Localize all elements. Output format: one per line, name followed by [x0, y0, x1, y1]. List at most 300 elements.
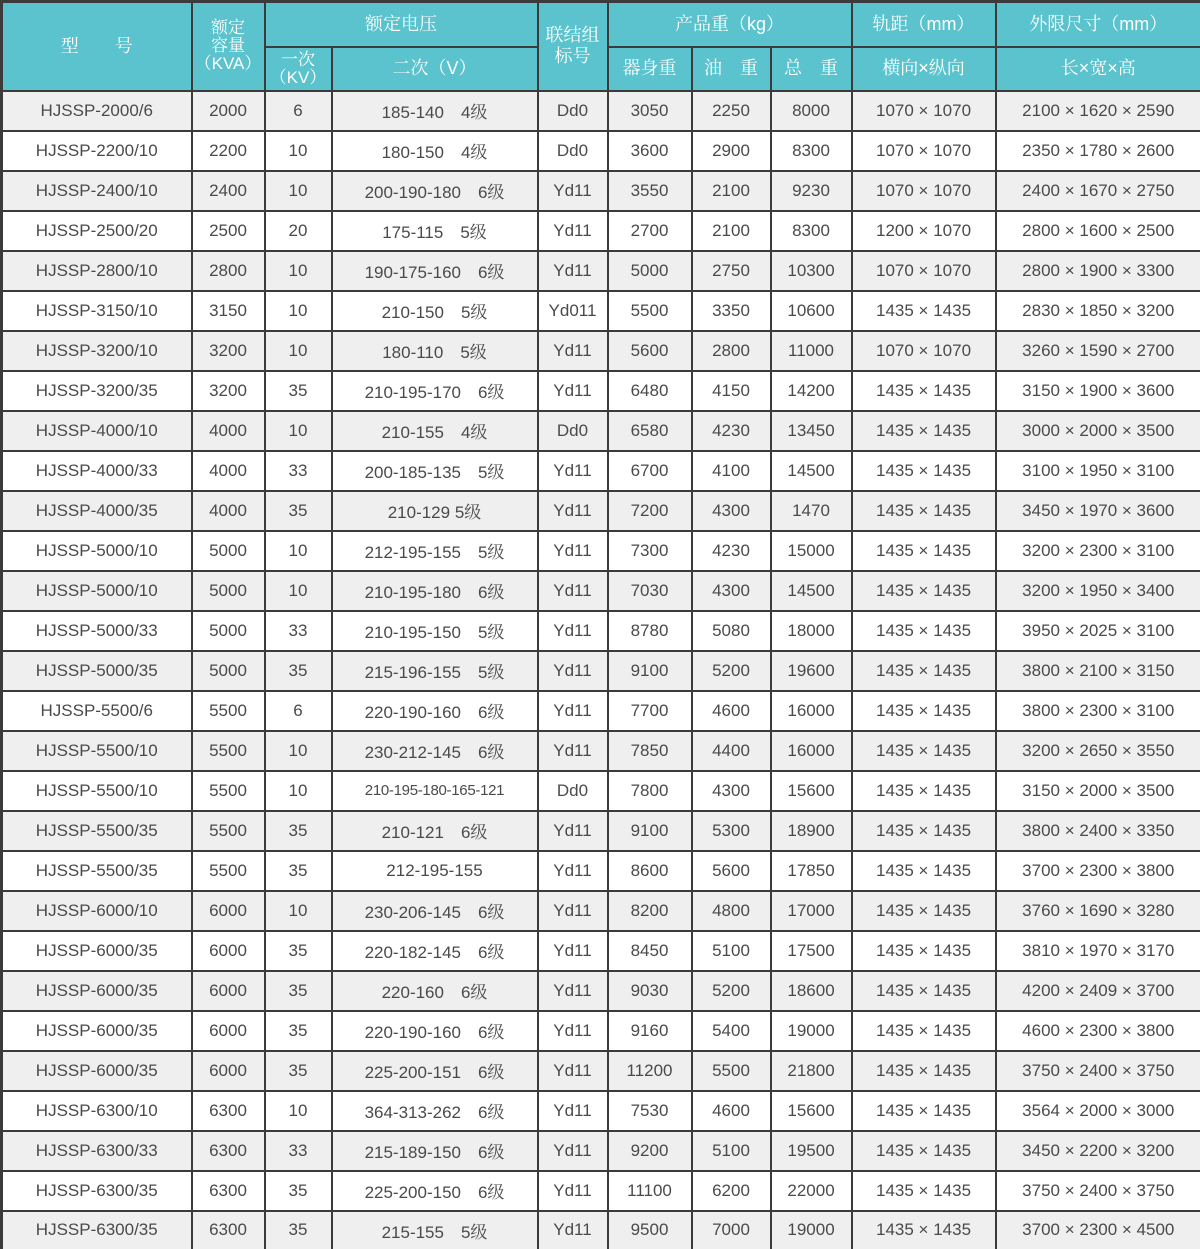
model-cell: HJSSP-6300/33: [2, 1131, 192, 1171]
connection-cell: Yd11: [538, 1211, 608, 1249]
header-primary-line2: （KV）: [269, 67, 327, 87]
outer-dimensions-cell: 3760 × 1690 × 3280: [996, 891, 1200, 931]
total-weight-cell: 19500: [771, 1131, 852, 1171]
rail-gauge-cell: 1200 × 1070: [852, 211, 996, 251]
secondary-voltage-cell: 220-190-160 6级: [332, 1011, 538, 1051]
rail-gauge-cell: 1435 × 1435: [852, 291, 996, 331]
primary-voltage-cell: 10: [265, 731, 332, 771]
rail-gauge-cell: 1070 × 1070: [852, 251, 996, 291]
secondary-voltage-cell: 225-200-150 6级: [332, 1171, 538, 1211]
total-weight-cell: 19600: [771, 651, 852, 691]
total-weight-cell: 8300: [771, 131, 852, 171]
secondary-voltage-cell: 215-189-150 6级: [332, 1131, 538, 1171]
rail-gauge-cell: 1435 × 1435: [852, 571, 996, 611]
secondary-voltage-cell: 230-212-145 6级: [332, 731, 538, 771]
primary-voltage-cell: 10: [265, 1091, 332, 1131]
capacity-cell: 6000: [192, 1011, 265, 1051]
connection-cell: Yd11: [538, 971, 608, 1011]
table-row: [2, 451, 1200, 491]
capacity-cell: 5000: [192, 531, 265, 571]
body-weight-cell: 7300: [608, 531, 692, 571]
header-dimensions-group: 外限尺寸（mm）: [996, 2, 1200, 47]
primary-voltage-cell: 10: [265, 771, 332, 811]
oil-weight-cell: 5500: [692, 1051, 771, 1091]
body-weight-cell: 3600: [608, 131, 692, 171]
secondary-voltage-cell: 210-195-180 6级: [332, 571, 538, 611]
body-weight-cell: 11200: [608, 1051, 692, 1091]
outer-dimensions-cell: 3800 × 2100 × 3150: [996, 651, 1200, 691]
total-weight-cell: 17500: [771, 931, 852, 971]
primary-voltage-cell: 35: [265, 931, 332, 971]
secondary-voltage-cell: 364-313-262 6级: [332, 1091, 538, 1131]
rail-gauge-cell: 1435 × 1435: [852, 691, 996, 731]
rail-gauge-cell: 1435 × 1435: [852, 1091, 996, 1131]
body-weight-cell: 3550: [608, 171, 692, 211]
capacity-cell: 5500: [192, 811, 265, 851]
model-cell: HJSSP-2000/6: [2, 91, 192, 131]
primary-voltage-cell: 10: [265, 331, 332, 371]
rail-gauge-cell: 1435 × 1435: [852, 531, 996, 571]
table-row: [2, 291, 1200, 331]
body-weight-cell: 2700: [608, 211, 692, 251]
table-row: [2, 1211, 1200, 1249]
capacity-cell: 2000: [192, 91, 265, 131]
total-weight-cell: 11000: [771, 331, 852, 371]
connection-cell: Yd11: [538, 651, 608, 691]
oil-weight-cell: 2800: [692, 331, 771, 371]
secondary-voltage-cell: 220-160 6级: [332, 971, 538, 1011]
table-row: [2, 971, 1200, 1011]
body-weight-cell: 5500: [608, 291, 692, 331]
oil-weight-cell: 4300: [692, 771, 771, 811]
body-weight-cell: 3050: [608, 91, 692, 131]
total-weight-cell: 10300: [771, 251, 852, 291]
total-weight-cell: 1470: [771, 491, 852, 531]
outer-dimensions-cell: 3700 × 2300 × 4500: [996, 1211, 1200, 1249]
oil-weight-cell: 5200: [692, 971, 771, 1011]
table-row: [2, 331, 1200, 371]
oil-weight-cell: 2750: [692, 251, 771, 291]
total-weight-cell: 17850: [771, 851, 852, 891]
oil-weight-cell: 4300: [692, 571, 771, 611]
primary-voltage-cell: 35: [265, 371, 332, 411]
table-row: [2, 651, 1200, 691]
rail-gauge-cell: 1435 × 1435: [852, 851, 996, 891]
capacity-cell: 5500: [192, 691, 265, 731]
body-weight-cell: 8600: [608, 851, 692, 891]
table-row: [2, 851, 1200, 891]
capacity-cell: 6000: [192, 1051, 265, 1091]
connection-cell: Yd11: [538, 1011, 608, 1051]
secondary-voltage-cell: 215-155 5级: [332, 1211, 538, 1249]
oil-weight-cell: 5600: [692, 851, 771, 891]
oil-weight-cell: 4230: [692, 411, 771, 451]
primary-voltage-cell: 35: [265, 1211, 332, 1249]
header-gauge-group: 轨距（mm）: [852, 2, 996, 47]
table-row: [2, 1051, 1200, 1091]
model-cell: HJSSP-3150/10: [2, 291, 192, 331]
outer-dimensions-cell: 3100 × 1950 × 3100: [996, 451, 1200, 491]
connection-cell: Yd11: [538, 1091, 608, 1131]
oil-weight-cell: 5300: [692, 811, 771, 851]
body-weight-cell: 6700: [608, 451, 692, 491]
header-capacity-line3: （KVA）: [194, 54, 262, 74]
secondary-voltage-cell: 220-182-145 6级: [332, 931, 538, 971]
connection-cell: Yd11: [538, 851, 608, 891]
oil-weight-cell: 5200: [692, 651, 771, 691]
oil-weight-cell: 4230: [692, 531, 771, 571]
model-cell: HJSSP-2200/10: [2, 131, 192, 171]
table-row: [2, 611, 1200, 651]
model-cell: HJSSP-4000/10: [2, 411, 192, 451]
total-weight-cell: 18600: [771, 971, 852, 1011]
total-weight-cell: 14500: [771, 571, 852, 611]
secondary-voltage-cell: 225-200-151 6级: [332, 1051, 538, 1091]
primary-voltage-cell: 10: [265, 531, 332, 571]
secondary-voltage-cell: 180-150 4级: [332, 131, 538, 171]
outer-dimensions-cell: 4200 × 2409 × 3700: [996, 971, 1200, 1011]
body-weight-cell: 5600: [608, 331, 692, 371]
header-connection-line1: 联结组: [545, 25, 600, 46]
table-row: [2, 891, 1200, 931]
model-cell: HJSSP-3200/10: [2, 331, 192, 371]
secondary-voltage-cell: 175-115 5级: [332, 211, 538, 251]
primary-voltage-cell: 10: [265, 251, 332, 291]
model-cell: HJSSP-2800/10: [2, 251, 192, 291]
rail-gauge-cell: 1435 × 1435: [852, 771, 996, 811]
header-body-weight: 器身重: [608, 47, 692, 91]
body-weight-cell: 9200: [608, 1131, 692, 1171]
header-voltage-group: 额定电压: [265, 2, 538, 47]
capacity-cell: 3200: [192, 331, 265, 371]
primary-voltage-cell: 10: [265, 411, 332, 451]
primary-voltage-cell: 35: [265, 1171, 332, 1211]
outer-dimensions-cell: 3260 × 1590 × 2700: [996, 331, 1200, 371]
connection-cell: Yd11: [538, 171, 608, 211]
header-primary-voltage: [265, 47, 332, 91]
table-row: [2, 131, 1200, 171]
rail-gauge-cell: 1070 × 1070: [852, 91, 996, 131]
body-weight-cell: 8200: [608, 891, 692, 931]
secondary-voltage-cell: 210-195-180-165-121: [332, 771, 538, 811]
oil-weight-cell: 5400: [692, 1011, 771, 1051]
oil-weight-cell: 2100: [692, 211, 771, 251]
capacity-cell: 6300: [192, 1091, 265, 1131]
rail-gauge-cell: 1435 × 1435: [852, 371, 996, 411]
oil-weight-cell: 4100: [692, 451, 771, 491]
header-primary-line1: 一次: [281, 49, 315, 69]
table-row: [2, 531, 1200, 571]
model-cell: HJSSP-3200/35: [2, 371, 192, 411]
model-cell: HJSSP-6000/35: [2, 1051, 192, 1091]
connection-cell: Yd11: [538, 1131, 608, 1171]
body-weight-cell: 9100: [608, 651, 692, 691]
primary-voltage-cell: 35: [265, 811, 332, 851]
capacity-cell: 2800: [192, 251, 265, 291]
capacity-cell: 6300: [192, 1171, 265, 1211]
table-row: [2, 771, 1200, 811]
body-weight-cell: 8780: [608, 611, 692, 651]
header-capacity-line1: 额定: [211, 18, 245, 38]
primary-voltage-cell: 10: [265, 571, 332, 611]
connection-cell: Yd11: [538, 1171, 608, 1211]
outer-dimensions-cell: 3750 × 2400 × 3750: [996, 1171, 1200, 1211]
connection-cell: Yd011: [538, 291, 608, 331]
table-row: [2, 251, 1200, 291]
rail-gauge-cell: 1435 × 1435: [852, 651, 996, 691]
capacity-cell: 2500: [192, 211, 265, 251]
rail-gauge-cell: 1435 × 1435: [852, 731, 996, 771]
secondary-voltage-cell: 210-150 5级: [332, 291, 538, 331]
connection-cell: Yd11: [538, 531, 608, 571]
oil-weight-cell: 4800: [692, 891, 771, 931]
connection-cell: Yd11: [538, 371, 608, 411]
model-cell: HJSSP-5000/10: [2, 531, 192, 571]
rail-gauge-cell: 1435 × 1435: [852, 811, 996, 851]
rail-gauge-cell: 1435 × 1435: [852, 971, 996, 1011]
header-gauge-sub: 横向×纵向: [852, 47, 996, 91]
primary-voltage-cell: 35: [265, 491, 332, 531]
total-weight-cell: 13450: [771, 411, 852, 451]
rail-gauge-cell: 1070 × 1070: [852, 171, 996, 211]
capacity-cell: 6300: [192, 1131, 265, 1171]
connection-cell: Yd11: [538, 691, 608, 731]
body-weight-cell: 7700: [608, 691, 692, 731]
outer-dimensions-cell: 3800 × 2300 × 3100: [996, 691, 1200, 731]
outer-dimensions-cell: 3800 × 2400 × 3350: [996, 811, 1200, 851]
rail-gauge-cell: 1070 × 1070: [852, 331, 996, 371]
model-cell: HJSSP-2400/10: [2, 171, 192, 211]
outer-dimensions-cell: 2800 × 1600 × 2500: [996, 211, 1200, 251]
table-row: [2, 371, 1200, 411]
capacity-cell: 4000: [192, 411, 265, 451]
table-row: [2, 211, 1200, 251]
body-weight-cell: 9030: [608, 971, 692, 1011]
secondary-voltage-cell: 210-155 4级: [332, 411, 538, 451]
rail-gauge-cell: 1435 × 1435: [852, 1011, 996, 1051]
total-weight-cell: 18900: [771, 811, 852, 851]
oil-weight-cell: 2250: [692, 91, 771, 131]
connection-cell: Yd11: [538, 251, 608, 291]
connection-cell: Yd11: [538, 931, 608, 971]
primary-voltage-cell: 20: [265, 211, 332, 251]
header-dimensions-sub: 长×宽×高: [996, 47, 1200, 91]
header-total-weight: 总 重: [771, 47, 852, 91]
table-row: [2, 1091, 1200, 1131]
secondary-voltage-cell: 230-206-145 6级: [332, 891, 538, 931]
outer-dimensions-cell: 3750 × 2400 × 3750: [996, 1051, 1200, 1091]
table-row: [2, 411, 1200, 451]
capacity-cell: 6000: [192, 971, 265, 1011]
capacity-cell: 5500: [192, 771, 265, 811]
primary-voltage-cell: 35: [265, 1051, 332, 1091]
body-weight-cell: 7200: [608, 491, 692, 531]
model-cell: HJSSP-5500/35: [2, 811, 192, 851]
connection-cell: Yd11: [538, 811, 608, 851]
model-cell: HJSSP-6000/10: [2, 891, 192, 931]
secondary-voltage-cell: 212-195-155 5级: [332, 531, 538, 571]
rail-gauge-cell: 1070 × 1070: [852, 131, 996, 171]
rail-gauge-cell: 1435 × 1435: [852, 1131, 996, 1171]
primary-voltage-cell: 33: [265, 1131, 332, 1171]
capacity-cell: 2400: [192, 171, 265, 211]
connection-cell: Yd11: [538, 731, 608, 771]
table-row: [2, 731, 1200, 771]
total-weight-cell: 15600: [771, 771, 852, 811]
outer-dimensions-cell: 3810 × 1970 × 3170: [996, 931, 1200, 971]
outer-dimensions-cell: 2800 × 1900 × 3300: [996, 251, 1200, 291]
connection-cell: Yd11: [538, 611, 608, 651]
outer-dimensions-cell: 3200 × 1950 × 3400: [996, 571, 1200, 611]
secondary-voltage-cell: 210-195-150 5级: [332, 611, 538, 651]
total-weight-cell: 22000: [771, 1171, 852, 1211]
model-cell: HJSSP-2500/20: [2, 211, 192, 251]
oil-weight-cell: 7000: [692, 1211, 771, 1249]
outer-dimensions-cell: 4600 × 2300 × 3800: [996, 1011, 1200, 1051]
total-weight-cell: 10600: [771, 291, 852, 331]
outer-dimensions-cell: 3700 × 2300 × 3800: [996, 851, 1200, 891]
outer-dimensions-cell: 3450 × 2200 × 3200: [996, 1131, 1200, 1171]
model-cell: HJSSP-4000/33: [2, 451, 192, 491]
body-weight-cell: 5000: [608, 251, 692, 291]
body-weight-cell: 9100: [608, 811, 692, 851]
total-weight-cell: 15000: [771, 531, 852, 571]
body-weight-cell: 8450: [608, 931, 692, 971]
body-weight-cell: 7850: [608, 731, 692, 771]
secondary-voltage-cell: 210-195-170 6级: [332, 371, 538, 411]
connection-cell: Yd11: [538, 331, 608, 371]
primary-voltage-cell: 33: [265, 611, 332, 651]
table-row: [2, 1171, 1200, 1211]
table-body: [2, 91, 1200, 1249]
total-weight-cell: 15600: [771, 1091, 852, 1131]
oil-weight-cell: 2900: [692, 131, 771, 171]
model-cell: HJSSP-5500/10: [2, 731, 192, 771]
primary-voltage-cell: 6: [265, 691, 332, 731]
oil-weight-cell: 4300: [692, 491, 771, 531]
model-cell: HJSSP-6000/35: [2, 971, 192, 1011]
table-row: [2, 571, 1200, 611]
rail-gauge-cell: 1435 × 1435: [852, 411, 996, 451]
outer-dimensions-cell: 3150 × 1900 × 3600: [996, 371, 1200, 411]
secondary-voltage-cell: 210-129 5级: [332, 491, 538, 531]
table-row: [2, 691, 1200, 731]
oil-weight-cell: 4600: [692, 1091, 771, 1131]
body-weight-cell: 6480: [608, 371, 692, 411]
outer-dimensions-cell: 2830 × 1850 × 3200: [996, 291, 1200, 331]
table-row: [2, 91, 1200, 131]
body-weight-cell: 11100: [608, 1171, 692, 1211]
body-weight-cell: 6580: [608, 411, 692, 451]
connection-cell: Yd11: [538, 491, 608, 531]
rail-gauge-cell: 1435 × 1435: [852, 1051, 996, 1091]
capacity-cell: 3150: [192, 291, 265, 331]
rail-gauge-cell: 1435 × 1435: [852, 1211, 996, 1249]
outer-dimensions-cell: 2400 × 1670 × 2750: [996, 171, 1200, 211]
model-cell: HJSSP-6000/35: [2, 931, 192, 971]
primary-voltage-cell: 35: [265, 1011, 332, 1051]
total-weight-cell: 19000: [771, 1211, 852, 1249]
outer-dimensions-cell: 3200 × 2300 × 3100: [996, 531, 1200, 571]
model-cell: HJSSP-5000/10: [2, 571, 192, 611]
outer-dimensions-cell: 3000 × 2000 × 3500: [996, 411, 1200, 451]
primary-voltage-cell: 33: [265, 451, 332, 491]
model-cell: HJSSP-6300/10: [2, 1091, 192, 1131]
secondary-voltage-cell: 210-121 6级: [332, 811, 538, 851]
capacity-cell: 2200: [192, 131, 265, 171]
table-row: [2, 1131, 1200, 1171]
table-row: [2, 931, 1200, 971]
oil-weight-cell: 5100: [692, 1131, 771, 1171]
rail-gauge-cell: 1435 × 1435: [852, 1171, 996, 1211]
model-cell: HJSSP-4000/35: [2, 491, 192, 531]
capacity-cell: 5500: [192, 851, 265, 891]
header-model: 型 号: [2, 2, 192, 91]
capacity-cell: 5000: [192, 571, 265, 611]
table-row: [2, 171, 1200, 211]
model-cell: HJSSP-5500/6: [2, 691, 192, 731]
header-oil-weight: 油 重: [692, 47, 771, 91]
header-capacity: [192, 2, 265, 91]
primary-voltage-cell: 10: [265, 171, 332, 211]
model-cell: HJSSP-5500/35: [2, 851, 192, 891]
header-connection-line2: 标号: [554, 46, 591, 67]
secondary-voltage-cell: 180-110 5级: [332, 331, 538, 371]
outer-dimensions-cell: 3950 × 2025 × 3100: [996, 611, 1200, 651]
total-weight-cell: 8000: [771, 91, 852, 131]
secondary-voltage-cell: 200-185-135 5级: [332, 451, 538, 491]
total-weight-cell: 16000: [771, 731, 852, 771]
secondary-voltage-cell: 200-190-180 6级: [332, 171, 538, 211]
connection-cell: Yd11: [538, 211, 608, 251]
primary-voltage-cell: 35: [265, 851, 332, 891]
connection-cell: Yd11: [538, 571, 608, 611]
table-row: [2, 1011, 1200, 1051]
capacity-cell: 4000: [192, 491, 265, 531]
rail-gauge-cell: 1435 × 1435: [852, 491, 996, 531]
oil-weight-cell: 3350: [692, 291, 771, 331]
capacity-cell: 4000: [192, 451, 265, 491]
total-weight-cell: 17000: [771, 891, 852, 931]
capacity-cell: 5000: [192, 651, 265, 691]
total-weight-cell: 19000: [771, 1011, 852, 1051]
connection-cell: Dd0: [538, 411, 608, 451]
connection-cell: Dd0: [538, 91, 608, 131]
header-secondary-voltage: 二次（V）: [332, 47, 538, 91]
body-weight-cell: 7030: [608, 571, 692, 611]
connection-cell: Dd0: [538, 131, 608, 171]
connection-cell: Yd11: [538, 891, 608, 931]
connection-cell: Dd0: [538, 771, 608, 811]
oil-weight-cell: 4400: [692, 731, 771, 771]
total-weight-cell: 14500: [771, 451, 852, 491]
oil-weight-cell: 2100: [692, 171, 771, 211]
total-weight-cell: 18000: [771, 611, 852, 651]
primary-voltage-cell: 10: [265, 131, 332, 171]
primary-voltage-cell: 10: [265, 891, 332, 931]
total-weight-cell: 21800: [771, 1051, 852, 1091]
capacity-cell: 6300: [192, 1211, 265, 1249]
model-cell: HJSSP-6300/35: [2, 1171, 192, 1211]
total-weight-cell: 9230: [771, 171, 852, 211]
oil-weight-cell: 5080: [692, 611, 771, 651]
model-cell: HJSSP-6000/35: [2, 1011, 192, 1051]
total-weight-cell: 14200: [771, 371, 852, 411]
capacity-cell: 5500: [192, 731, 265, 771]
capacity-cell: 3200: [192, 371, 265, 411]
body-weight-cell: 7530: [608, 1091, 692, 1131]
header-weight-group: 产品重（kg）: [608, 2, 852, 47]
